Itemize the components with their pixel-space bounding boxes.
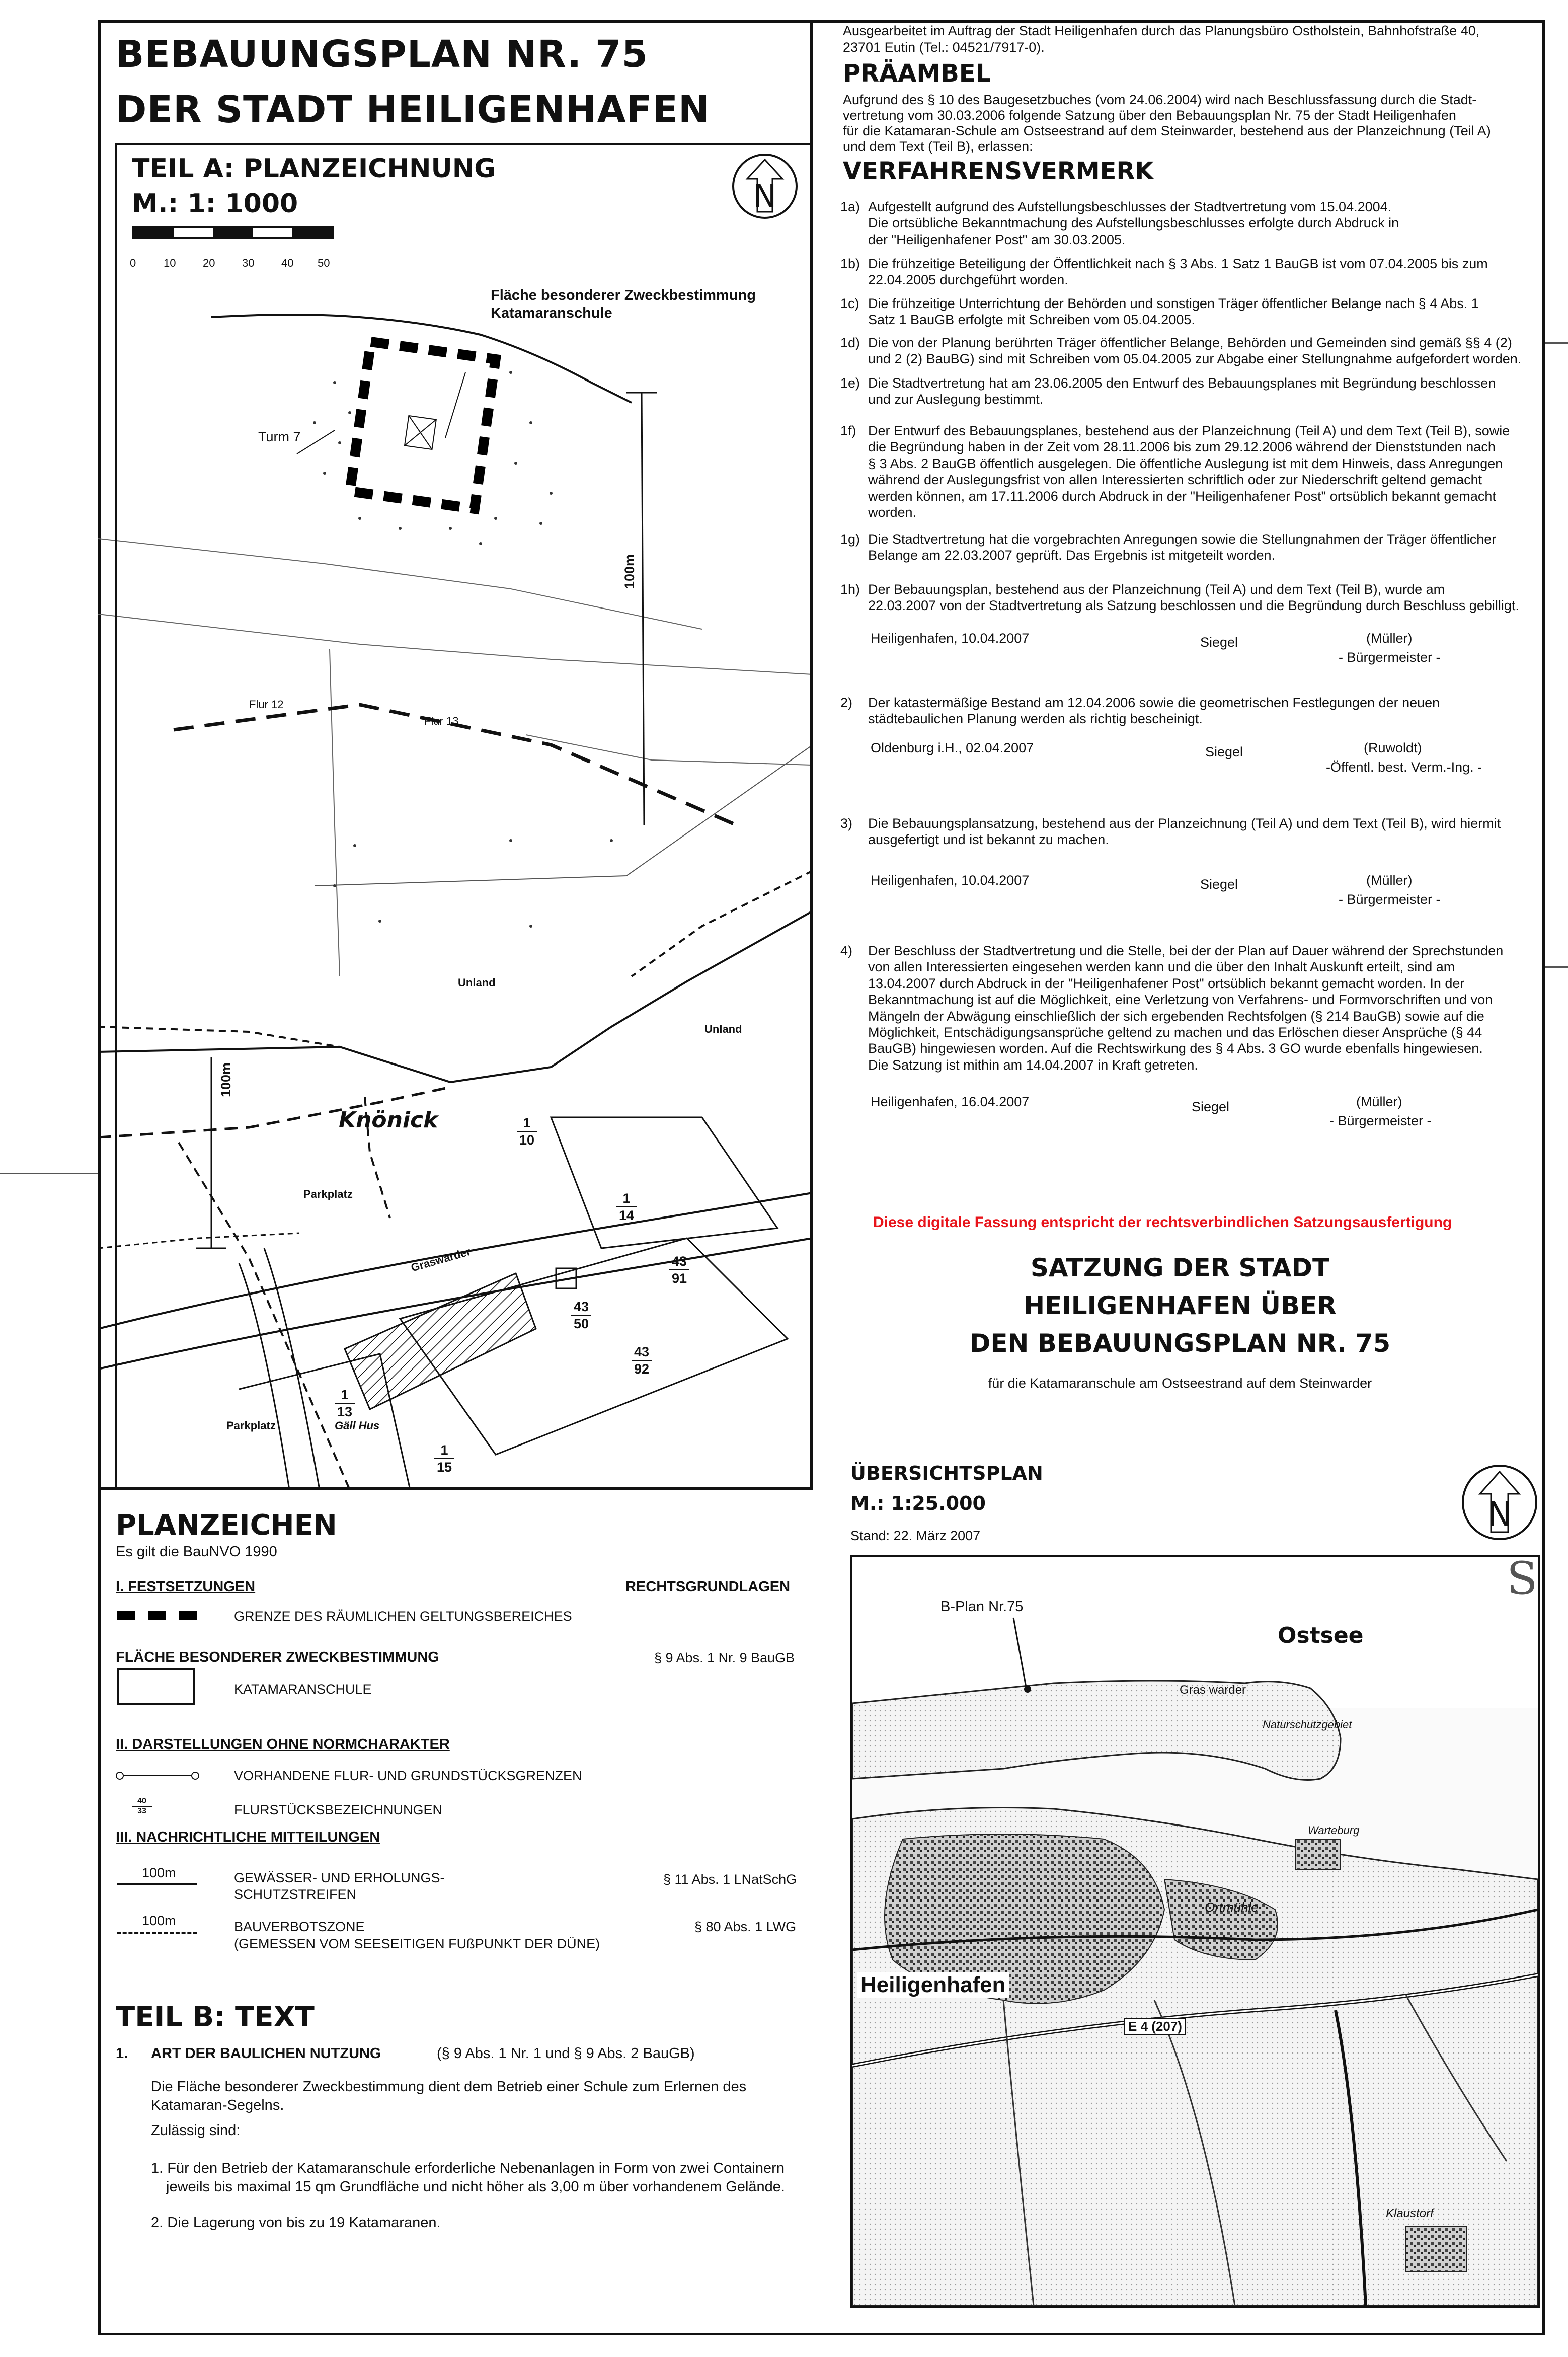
ausgearbeitet-line2: 23701 Eutin (Tel.: 04521/7917-0). xyxy=(843,40,1045,55)
flaeche-heading: FLÄCHE BESONDERER ZWECKBESTIMMUNG xyxy=(116,1649,439,1665)
overview-e4-label: E 4 (207) xyxy=(1124,2018,1186,2035)
section-darstellungen: II. DARSTELLUNGEN OHNE NORMCHARAKTER xyxy=(116,1736,450,1753)
signature-name: (Ruwoldt) xyxy=(1364,740,1422,755)
signature-place: Heiligenhafen, 10.04.2007 xyxy=(871,873,1030,888)
teil-b-point2: 2. Die Lagerung von bis zu 19 Katamaranen. xyxy=(151,2215,441,2231)
signature-siegel: Siegel xyxy=(1200,635,1238,650)
signature-place: Oldenburg i.H., 02.04.2007 xyxy=(871,740,1034,755)
north-arrow-icon xyxy=(732,154,798,219)
ausgearbeitet-line1: Ausgearbeitet im Auftrag der Stadt Heiligenhafen durch das Planungsbüro Ostholstein, Bahnhofstraße 40, xyxy=(843,23,1480,38)
digital-version-note: Diese digitale Fassung entspricht der rechtsverbindlichen Satzungsausfertigung xyxy=(873,1214,1452,1231)
distance-label-left: 100m xyxy=(218,1062,233,1097)
plan-title-line2: DER STADT HEILIGENHAFEN xyxy=(116,88,710,131)
area-label-line2: Katamaranschule xyxy=(491,305,612,321)
praeambel-line: vertretung vom 30.03.2006 folgende Satzung über den Bebauungsplan Nr. 75 der Stadt Heiligenhafen xyxy=(843,108,1456,123)
satzung-title-line1: SATZUNG DER STADT xyxy=(1030,1253,1330,1282)
left-margin-line xyxy=(0,1173,98,1174)
gewaesser-text-1: GEWÄSSER- UND ERHOLUNGS- xyxy=(234,1870,445,1885)
signature-siegel: Siegel xyxy=(1205,744,1243,759)
overview-city-label: Heiligenhafen xyxy=(857,1972,1009,1998)
parcel-label: 43 50 xyxy=(571,1299,591,1332)
verfahren-heading: VERFAHRENSVERMERK xyxy=(843,157,1154,185)
overview-ortmuehle-label: Ortmühle xyxy=(1205,1899,1259,1915)
teil-b-zulaessig: Zulässig sind: xyxy=(151,2122,241,2139)
turm-label: Turm 7 xyxy=(258,429,301,444)
signature-siegel: Siegel xyxy=(1192,1099,1230,1114)
bauverbot-distance: 100m xyxy=(142,1913,176,1928)
teil-b-para1-line1: Die Fläche besonderer Zweckbestimmung dient dem Betrieb einer Schule zum Erlernen des xyxy=(151,2079,747,2095)
planzeichen-heading: PLANZEICHEN xyxy=(116,1509,337,1542)
baunvo-note: Es gilt die BauNVO 1990 xyxy=(116,1544,277,1560)
gewaesser-text-2: SCHUTZSTREIFEN xyxy=(234,1887,356,1902)
plan-title-line1: BEBAUUNGSPLAN NR. 75 xyxy=(116,33,648,76)
teil-b-item-num: 1. xyxy=(116,2045,128,2062)
rechtsgrundlagen-heading: RECHTSGRUNDLAGEN xyxy=(625,1579,791,1595)
flur-grenze-dot-left xyxy=(116,1772,124,1780)
overview-bplan-label: B-Plan Nr.75 xyxy=(940,1599,1024,1615)
signature-block xyxy=(871,872,1540,913)
parkplatz-label-1: Parkplatz xyxy=(303,1188,353,1200)
unland-label-2: Unland xyxy=(704,1023,742,1035)
signature-name: (Müller) xyxy=(1366,873,1413,888)
flur-grenze-dot-right xyxy=(191,1772,199,1780)
grenze-text: GRENZE DES RÄUMLICHEN GELTUNGSBEREICHES xyxy=(234,1609,572,1624)
gewaesser-distance: 100m xyxy=(142,1865,176,1880)
flur12-label: Flur 12 xyxy=(249,698,284,711)
flur13-label: Flur 13 xyxy=(424,715,459,727)
signature-role: - Bürgermeister - xyxy=(1339,892,1441,907)
bauverbot-text-1: BAUVERBOTSZONE xyxy=(234,1919,365,1934)
parcel-label: 1 10 xyxy=(517,1115,537,1149)
overview-graswarder-label: Gras warder xyxy=(1180,1683,1246,1697)
signature-siegel: Siegel xyxy=(1200,877,1238,892)
teil-b-heading: TEIL B: TEXT xyxy=(116,2001,315,2033)
signature-place: Heiligenhafen, 10.04.2007 xyxy=(871,631,1030,646)
signature-block xyxy=(871,740,1540,780)
graswarder-label: Graswarder xyxy=(409,1245,473,1274)
flur-grenze-symbol xyxy=(119,1775,194,1776)
teil-a-box xyxy=(115,143,812,1487)
teil-b-point1-line2: jeweils bis maximal 15 qm Grundfläche und nicht höher als 3,00 m über vorhandenem Gelände. xyxy=(166,2179,785,2195)
overview-map xyxy=(850,1555,1540,2308)
unland-label-1: Unland xyxy=(458,976,496,989)
section-mitteilungen: III. NACHRICHTLICHE MITTEILUNGEN xyxy=(116,1829,380,1845)
overview-nsg-label: Naturschutzgebiet xyxy=(1263,1718,1352,1731)
gaell-hus-label: Gäll Hus xyxy=(335,1419,380,1432)
grenze-symbol xyxy=(117,1611,197,1620)
teil-b-para1-line2: Katamaran-Segelns. xyxy=(151,2097,284,2113)
parkplatz-label-2: Parkplatz xyxy=(226,1419,276,1432)
teil-a-heading: TEIL A: PLANZEICHNUNG xyxy=(132,154,496,184)
overview-ostsee-label: Ostsee xyxy=(1278,1623,1364,1648)
right-margin-tick-2 xyxy=(1545,966,1568,968)
bauverbot-text-2: (GEMESSEN VOM SEESEITIGEN FUßPUNKT DER DÜNE) xyxy=(234,1936,600,1951)
vorhandene-text: VORHANDENE FLUR- UND GRUNDSTÜCKSGRENZEN xyxy=(234,1768,582,1783)
flurstueck-text: FLURSTÜCKSBEZEICHNUNGEN xyxy=(234,1802,443,1817)
knonick-label: Knönick xyxy=(339,1107,438,1133)
overview-map-svg xyxy=(852,1557,1538,2306)
signature-name: (Müller) xyxy=(1356,1094,1402,1109)
parcel-label: 43 91 xyxy=(669,1253,689,1287)
overview-klaustorf-label: Klaustorf xyxy=(1386,2207,1434,2220)
scale-label: M.: 1: 1000 xyxy=(132,189,298,219)
uebersicht-heading: ÜBERSICHTSPLAN xyxy=(850,1462,1043,1484)
signature-block xyxy=(871,630,1540,670)
overview-warteburg-label: Warteburg xyxy=(1308,1824,1360,1837)
satzung-title-line2: HEILIGENHAFEN ÜBER xyxy=(1024,1291,1337,1320)
scale-tick-50: 50 xyxy=(318,257,330,269)
scale-tick-10: 10 xyxy=(164,257,176,269)
bauverbot-symbol xyxy=(117,1932,197,1934)
teil-b-item-title: ART DER BAULICHEN NUTZUNG xyxy=(151,2045,381,2062)
north-letter: N xyxy=(1487,1495,1512,1534)
stand-date: Stand: 22. März 2007 xyxy=(850,1528,981,1543)
signature-role: -Öffentl. best. Verm.-Ing. - xyxy=(1326,759,1482,775)
signature-block xyxy=(871,1094,1540,1134)
signature-place: Heiligenhafen, 16.04.2007 xyxy=(871,1094,1030,1109)
gewaesser-law: § 11 Abs. 1 LNatSchG xyxy=(663,1872,797,1887)
teil-b-item-law: (§ 9 Abs. 1 Nr. 1 und § 9 Abs. 2 BauGB) xyxy=(437,2045,695,2062)
katamaranschule-text: KATAMARANSCHULE xyxy=(234,1682,372,1697)
teil-b-point1-line1: 1. Für den Betrieb der Katamaranschule erforderliche Nebenanlagen in Form von zwei Containern xyxy=(151,2160,785,2176)
uebersicht-scale: M.: 1:25.000 xyxy=(850,1492,986,1514)
gewaesser-symbol xyxy=(117,1883,197,1885)
bauverbot-law: § 80 Abs. 1 LWG xyxy=(694,1919,797,1934)
scale-tick-40: 40 xyxy=(281,257,294,269)
area-label-line1: Fläche besonderer Zweckbestimmung xyxy=(491,287,756,303)
north-arrow-icon xyxy=(1462,1465,1537,1540)
distance-label-right: 100m xyxy=(622,554,637,589)
scale-tick-30: 30 xyxy=(242,257,255,269)
satzung-title-line3: DEN BEBAUUNGSPLAN NR. 75 xyxy=(969,1329,1391,1358)
section-festsetzungen: I. FESTSETZUNGEN xyxy=(116,1579,256,1595)
scale-tick-0: 0 xyxy=(130,257,136,269)
parcel-label: 1 14 xyxy=(616,1190,637,1224)
signature-name: (Müller) xyxy=(1366,631,1413,646)
parcel-label: 1 13 xyxy=(335,1387,355,1420)
praeambel-heading: PRÄAMBEL xyxy=(843,59,991,88)
flaeche-law: § 9 Abs. 1 Nr. 9 BauGB xyxy=(654,1650,795,1665)
north-letter: N xyxy=(753,178,777,214)
satzung-subtitle: für die Katamaranschule am Ostseestrand auf dem Steinwarder xyxy=(988,1376,1372,1391)
scale-tick-20: 20 xyxy=(203,257,215,269)
parcel-label: 43 92 xyxy=(632,1344,652,1378)
right-margin-tick-1 xyxy=(1545,342,1568,344)
flurstueck-fraction: 40 33 xyxy=(132,1797,152,1816)
signature-role: - Bürgermeister - xyxy=(1329,1113,1432,1128)
praeambel-line: für die Katamaran-Schule am Ostseestrand auf dem Steinwarder, bestehend aus der Planzeichnung (Teil A) xyxy=(843,123,1491,138)
parcel-label: 1 15 xyxy=(434,1442,454,1476)
praeambel-line: und dem Text (Teil B), erlassen: xyxy=(843,139,1033,154)
overview-sea-letter: S xyxy=(1507,1555,1538,1605)
praeambel-line: Aufgrund des § 10 des Baugesetzbuches (vom 24.06.2004) wird nach Beschlussfassung durch die Stadt- xyxy=(843,92,1477,107)
signature-role: - Bürgermeister - xyxy=(1339,650,1441,665)
katamaranschule-symbol xyxy=(117,1668,195,1705)
